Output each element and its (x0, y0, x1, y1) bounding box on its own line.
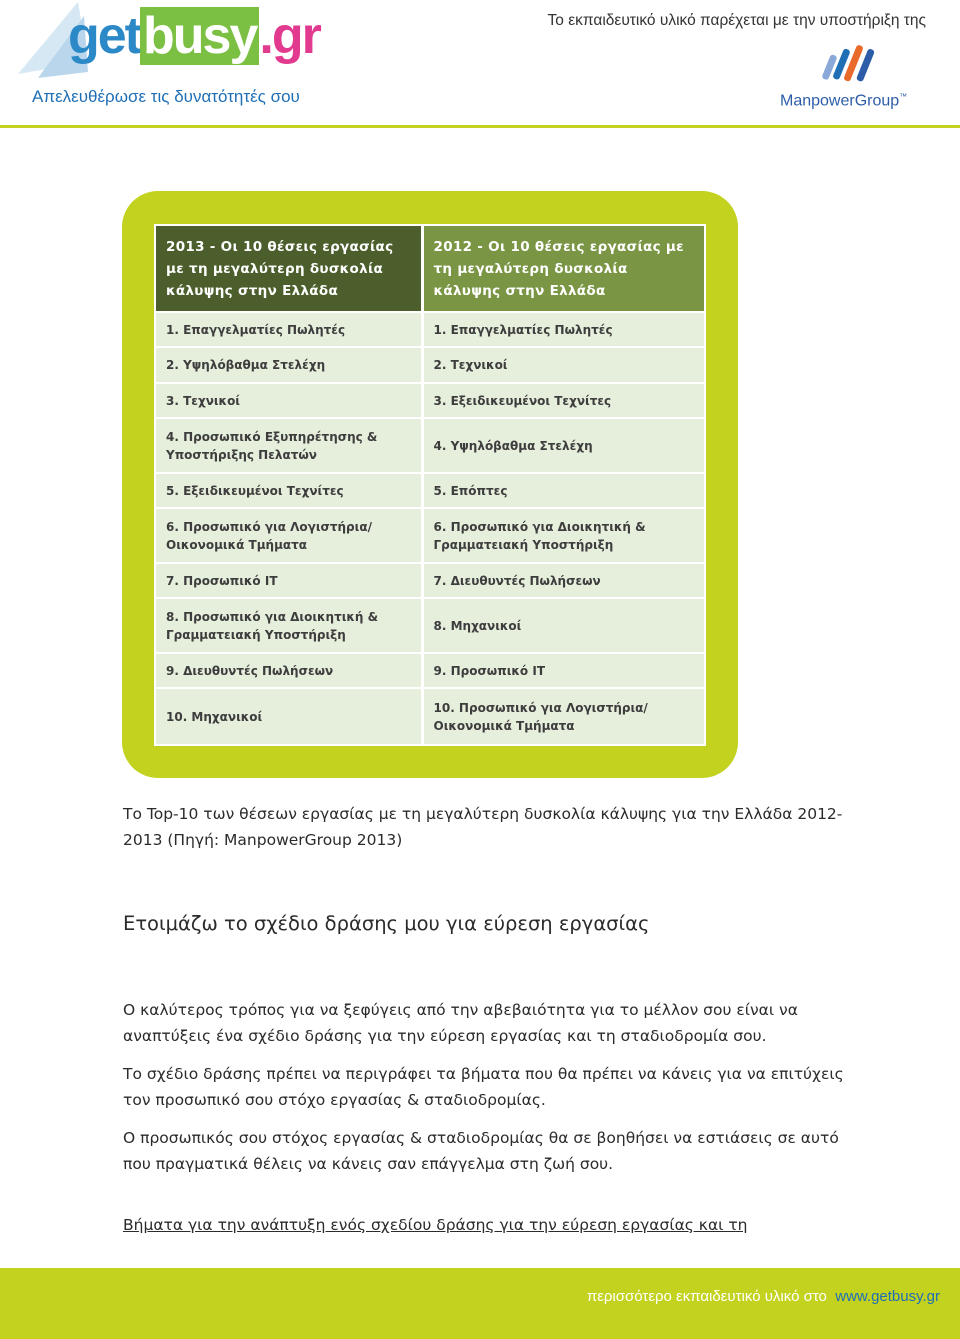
paragraph-2: Το σχέδιο δράσης πρέπει να περιγράφει τα βήματα που θα πρέπει να κάνεις για να επιτύχεις τον προσωπικό σου στόχο εργασίας & σταδιοδρομίας. (123, 1065, 844, 1109)
footer-text (587, 1288, 940, 1305)
header-2012: 2012 - Οι 10 θέσεις εργασίας με τη μεγαλύτερη δυσκολία κάλυψης στην Ελλάδα (422, 226, 704, 312)
cell-2013: 10. Μηχανικοί (156, 688, 422, 744)
cell-2013: 6. Προσωπικό για Λογιστήρια/Οικονομικά Τμήματα (156, 508, 422, 563)
manpowergroup-wordmark (780, 92, 907, 110)
cell-2012: 9. Προσωπικό IT (422, 653, 704, 688)
cell-2013: 8. Προσωπικό για Διοικητική & Γραμματειακή Υποστήριξη (156, 598, 422, 653)
figure-caption: Το Top-10 των θέσεων εργασίας με τη μεγαλύτερη δυσκολία κάλυψης για την Ελλάδα 2012-2013 (Πηγή: ManpowerGroup 2013) (123, 805, 843, 849)
steps-subheading: Βήματα για την ανάπτυξη ενός σχεδίου δράσης για την εύρεση εργασίας και τη (123, 1216, 748, 1234)
support-text: Το εκπαιδευτικό υλικό παρέχεται με την υποστήριξη της (547, 12, 926, 29)
logo-get: get (68, 7, 140, 65)
jobs-table (156, 226, 704, 744)
cell-2013: 3. Τεχνικοί (156, 383, 422, 418)
header-2013: 2013 - Οι 10 θέσεις εργασίας με τη μεγαλύτερη δυσκολία κάλυψης στην Ελλάδα (156, 226, 422, 312)
manpowergroup-logo[interactable] (780, 42, 920, 116)
paragraph-1: Ο καλύτερος τρόπος για να ξεφύγεις από την αβεβαιότητα για το μέλλον σου είναι να αναπτύξεις ένα σχέδιο δράσης για την εύρεση εργασίας και τη σταδιοδρομία σου. (123, 1001, 798, 1045)
manpowergroup-tm: ™ (899, 92, 908, 101)
table-row (156, 347, 704, 382)
cell-2013: 1. Επαγγελματίες Πωλητές (156, 312, 422, 347)
table-row (156, 312, 704, 347)
cell-2012: 10. Προσωπικό για Λογιστήρια/Οικονομικά Τμήματα (422, 688, 704, 744)
table-row (156, 418, 704, 473)
page-header (0, 0, 960, 128)
cell-2013: 4. Προσωπικό Εξυπηρέτησης & Υποστήριξης Πελατών (156, 418, 422, 473)
table-row (156, 508, 704, 563)
cell-2013: 7. Προσωπικό IT (156, 563, 422, 598)
cell-2013: 9. Διευθυντές Πωλήσεων (156, 653, 422, 688)
table-row (156, 473, 704, 508)
cell-2012: 8. Μηχανικοί (422, 598, 704, 653)
section-title: Ετοιμάζω το σχέδιο δράσης μου για εύρεση εργασίας (123, 912, 650, 935)
cell-2012: 3. Εξειδικευμένοι Τεχνίτες (422, 383, 704, 418)
logo-busy: busy (140, 7, 259, 65)
cell-2012: 1. Επαγγελματίες Πωλητές (422, 312, 704, 347)
logo-wordmark (68, 6, 320, 66)
cell-2012: 4. Υψηλόβαθμα Στελέχη (422, 418, 704, 473)
logo-gr: .gr (259, 7, 320, 65)
footer-link[interactable]: www.getbusy.gr (835, 1288, 940, 1305)
table-row (156, 383, 704, 418)
logo-tagline: Απελευθέρωσε τις δυνατότητές σου (32, 87, 300, 106)
paragraph-3: Ο προσωπικός σου στόχος εργασίας & σταδιοδρομίας θα σε βοηθήσει να εστιάσεις σε αυτό που πραγματικά θέλεις να κάνεις σαν επάγγελμα στη ζωή σου. (123, 1129, 839, 1173)
cell-2012: 7. Διευθυντές Πωλήσεων (422, 563, 704, 598)
cell-2012: 2. Τεχνικοί (422, 347, 704, 382)
header-divider (0, 125, 960, 128)
jobs-table-figure (122, 191, 738, 778)
page-footer (0, 1268, 960, 1339)
table-row (156, 653, 704, 688)
cell-2012: 5. Επόπτες (422, 473, 704, 508)
manpowergroup-name: ManpowerGroup (780, 92, 900, 110)
getbusy-logo[interactable] (18, 2, 318, 112)
table-row (156, 598, 704, 653)
footer-label: περισσότερο εκπαιδευτικό υλικό στο (586, 1288, 827, 1305)
jobs-table-panel (154, 224, 706, 746)
cell-2012: 6. Προσωπικό για Διοικητική & Γραμματειακή Υποστήριξη (422, 508, 704, 563)
table-row (156, 563, 704, 598)
table-row (156, 688, 704, 744)
cell-2013: 2. Υψηλόβαθμα Στελέχη (156, 347, 422, 382)
cell-2013: 5. Εξειδικευμένοι Τεχνίτες (156, 473, 422, 508)
manpowergroup-bars-icon (820, 42, 880, 86)
